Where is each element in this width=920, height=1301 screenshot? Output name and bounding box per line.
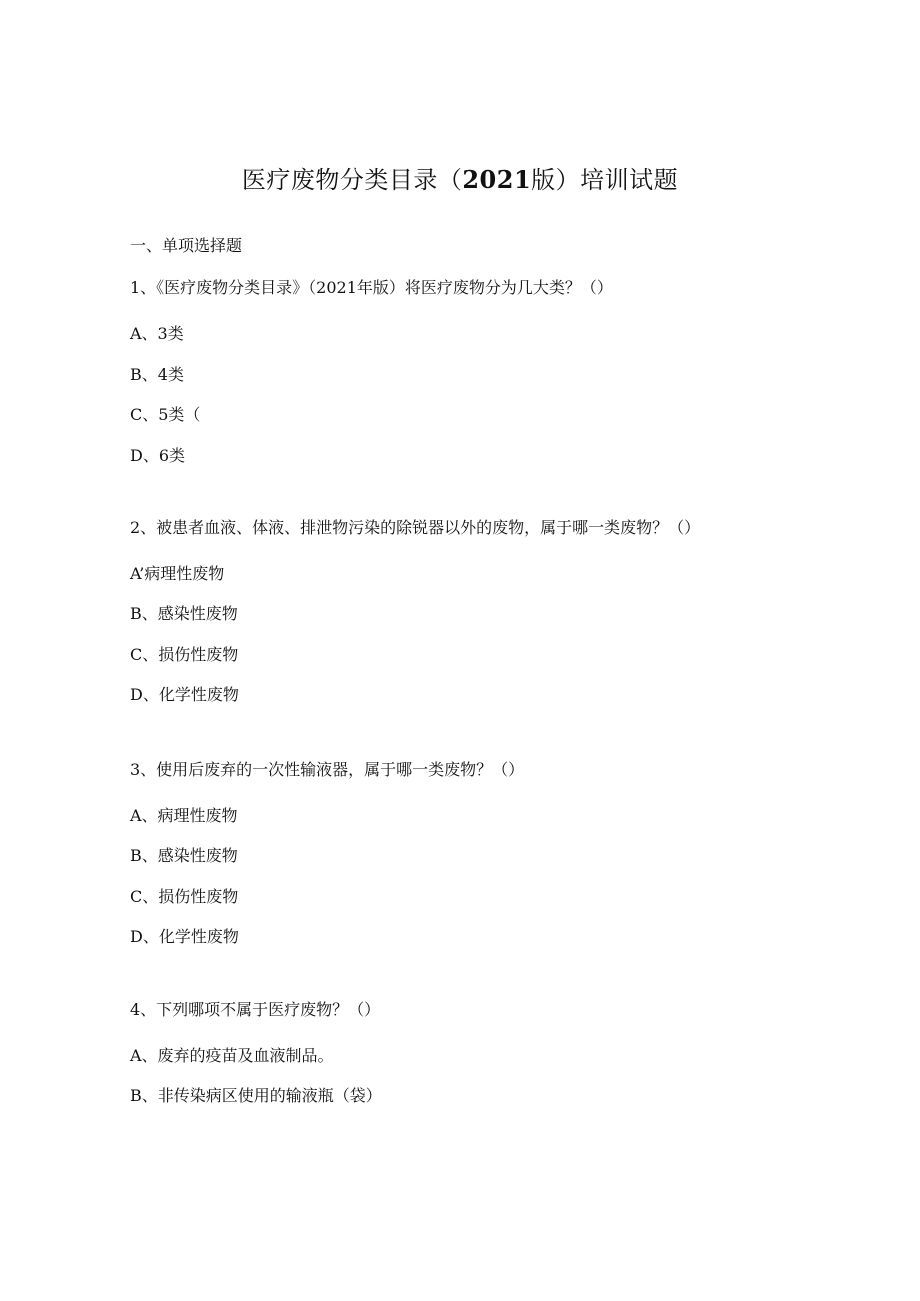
question-2-option-d: D、化学性废物 — [130, 685, 239, 704]
question-3-stem: 3、使用后废弃的一次性输液器，属于哪一类废物？（） — [130, 760, 525, 779]
page-title — [0, 160, 920, 195]
question-3-option-c: C、损伤性废物 — [130, 887, 239, 906]
question-4-option-a: A、废弃的疫苗及血液制品。 — [130, 1046, 334, 1065]
question-1-option-b: B、4类 — [130, 365, 184, 384]
question-2-option-c: C、损伤性废物 — [130, 645, 239, 664]
title-year: 2021 — [462, 165, 532, 194]
title-suffix: 版）培训试题 — [531, 166, 679, 194]
question-1-option-a: A、3类 — [130, 324, 184, 343]
question-3-option-b: B、感染性废物 — [130, 846, 238, 865]
question-1-option-d: D、6类 — [130, 446, 186, 465]
question-1-stem: 1、《医疗废物分类目录》（2021年版）将医疗废物分为几大类？（） — [130, 278, 613, 297]
section-heading: 一、单项选择题 — [130, 236, 243, 255]
title-prefix: 医疗废物分类目录（ — [241, 166, 463, 194]
question-2-option-a: A’病理性废物 — [130, 564, 225, 583]
question-4-stem: 4、下列哪项不属于医疗废物？（） — [130, 1000, 381, 1019]
question-1-option-c: C、5类（ — [130, 405, 201, 424]
question-4-option-b: B、非传染病区使用的输液瓶（袋） — [130, 1086, 382, 1105]
question-2-stem: 2、被患者血液、体液、排泄物污染的除锐器以外的废物，属于哪一类废物？（） — [130, 518, 701, 537]
question-3-option-d: D、化学性废物 — [130, 927, 239, 946]
question-3-option-a: A、病理性废物 — [130, 806, 238, 825]
question-2-option-b: B、感染性废物 — [130, 604, 238, 623]
